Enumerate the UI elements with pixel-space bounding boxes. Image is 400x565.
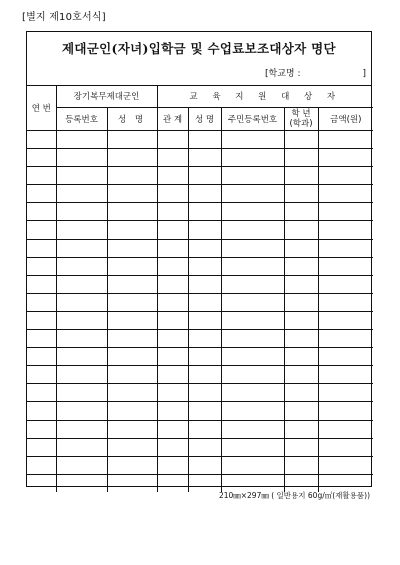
form-title: 제대군인(자녀)입학금 및 수업료보조대상자 명단: [62, 41, 336, 56]
serial-cell[interactable]: [27, 330, 56, 348]
grade-cell[interactable]: [284, 384, 318, 402]
grade-cell[interactable]: [284, 275, 318, 293]
grade-cell[interactable]: [284, 149, 318, 167]
amount-cell[interactable]: [318, 293, 373, 311]
relation-cell[interactable]: [157, 384, 188, 402]
registration-number-cell[interactable]: [56, 149, 107, 167]
grade-cell[interactable]: [284, 203, 318, 221]
serial-cell[interactable]: [27, 257, 56, 275]
veteran-name-cell[interactable]: [107, 203, 157, 221]
form-number-label: [별지 제10호서식]: [22, 12, 106, 23]
serial-cell[interactable]: [27, 366, 56, 384]
veteran-name-cell[interactable]: [107, 185, 157, 203]
grade-cell[interactable]: [284, 366, 318, 384]
veteran-name-cell[interactable]: [107, 438, 157, 456]
header-veteran-group: 장기복무제대군인: [56, 85, 157, 108]
amount-cell[interactable]: [318, 203, 373, 221]
student-name-cell[interactable]: [188, 402, 221, 420]
resident-number-cell[interactable]: [221, 293, 284, 311]
relation-cell[interactable]: [157, 239, 188, 257]
veteran-name-cell[interactable]: [107, 293, 157, 311]
table-row: [27, 131, 373, 149]
header-amount: 금액(원): [318, 108, 373, 131]
relation-cell[interactable]: [157, 293, 188, 311]
resident-number-cell[interactable]: [221, 221, 284, 239]
resident-number-cell[interactable]: [221, 239, 284, 257]
registration-number-cell[interactable]: [56, 384, 107, 402]
table-row: [27, 311, 373, 329]
amount-cell[interactable]: [318, 348, 373, 366]
school-name-label: [학교명 :: [264, 69, 301, 79]
veteran-name-cell[interactable]: [107, 402, 157, 420]
student-name-cell[interactable]: [188, 185, 221, 203]
registration-number-cell[interactable]: [56, 330, 107, 348]
relation-cell[interactable]: [157, 311, 188, 329]
relation-cell[interactable]: [157, 167, 188, 185]
amount-cell[interactable]: [318, 456, 373, 474]
registration-number-cell[interactable]: [56, 221, 107, 239]
header-serial: 연 번: [27, 85, 56, 131]
relation-cell[interactable]: [157, 131, 188, 149]
serial-cell[interactable]: [27, 456, 56, 474]
student-name-cell[interactable]: [188, 330, 221, 348]
beneficiary-table: [27, 85, 373, 492]
header-grade: 학 년 (학과): [284, 108, 318, 131]
amount-cell[interactable]: [318, 167, 373, 185]
veteran-name-cell[interactable]: [107, 257, 157, 275]
table-row: [27, 348, 373, 366]
table-row: [27, 167, 373, 185]
serial-cell[interactable]: [27, 420, 56, 438]
grade-cell[interactable]: [284, 257, 318, 275]
grade-cell[interactable]: [284, 239, 318, 257]
relation-cell[interactable]: [157, 275, 188, 293]
veteran-name-cell[interactable]: [107, 420, 157, 438]
resident-number-cell[interactable]: [221, 185, 284, 203]
registration-number-cell[interactable]: [56, 474, 107, 492]
serial-cell[interactable]: [27, 221, 56, 239]
resident-number-cell[interactable]: [221, 330, 284, 348]
amount-cell[interactable]: [318, 239, 373, 257]
serial-cell[interactable]: [27, 348, 56, 366]
table-row: [27, 239, 373, 257]
serial-cell[interactable]: [27, 275, 56, 293]
amount-cell[interactable]: [318, 185, 373, 203]
serial-cell[interactable]: [27, 149, 56, 167]
table-row: [27, 384, 373, 402]
relation-cell[interactable]: [157, 366, 188, 384]
registration-number-cell[interactable]: [56, 348, 107, 366]
registration-number-cell[interactable]: [56, 420, 107, 438]
grade-cell[interactable]: [284, 167, 318, 185]
grade-cell[interactable]: [284, 348, 318, 366]
table-row: [27, 420, 373, 438]
registration-number-cell[interactable]: [56, 131, 107, 149]
grade-cell[interactable]: [284, 438, 318, 456]
student-name-cell[interactable]: [188, 311, 221, 329]
serial-cell[interactable]: [27, 167, 56, 185]
header-row-columns: [27, 108, 373, 131]
table-row: [27, 185, 373, 203]
resident-number-cell[interactable]: [221, 384, 284, 402]
veteran-name-cell[interactable]: [107, 474, 157, 492]
header-veteran-name: 성 명: [107, 108, 157, 131]
resident-number-cell[interactable]: [221, 167, 284, 185]
student-name-cell[interactable]: [188, 203, 221, 221]
school-name-field[interactable]: [265, 66, 366, 79]
table-row: [27, 203, 373, 221]
amount-cell[interactable]: [318, 402, 373, 420]
grade-cell[interactable]: [284, 330, 318, 348]
table-row: [27, 456, 373, 474]
relation-cell[interactable]: [157, 420, 188, 438]
registration-number-cell[interactable]: [56, 203, 107, 221]
school-name-bracket: ]: [362, 69, 366, 79]
title-area: [27, 32, 371, 86]
registration-number-cell[interactable]: [56, 311, 107, 329]
relation-cell[interactable]: [157, 456, 188, 474]
table-row: [27, 330, 373, 348]
serial-cell[interactable]: [27, 384, 56, 402]
amount-cell[interactable]: [318, 221, 373, 239]
veteran-name-cell[interactable]: [107, 348, 157, 366]
registration-number-cell[interactable]: [56, 257, 107, 275]
resident-number-cell[interactable]: [221, 257, 284, 275]
veteran-name-cell[interactable]: [107, 131, 157, 149]
table-row: [27, 366, 373, 384]
grade-cell[interactable]: [284, 221, 318, 239]
student-name-cell[interactable]: [188, 366, 221, 384]
veteran-name-cell[interactable]: [107, 149, 157, 167]
amount-cell[interactable]: [318, 330, 373, 348]
resident-number-cell[interactable]: [221, 203, 284, 221]
registration-number-cell[interactable]: [56, 402, 107, 420]
registration-number-cell[interactable]: [56, 456, 107, 474]
serial-cell[interactable]: [27, 203, 56, 221]
student-name-cell[interactable]: [188, 131, 221, 149]
resident-number-cell[interactable]: [221, 456, 284, 474]
registration-number-cell[interactable]: [56, 438, 107, 456]
resident-number-cell[interactable]: [221, 438, 284, 456]
grade-cell[interactable]: [284, 402, 318, 420]
veteran-name-cell[interactable]: [107, 311, 157, 329]
table-row: [27, 257, 373, 275]
serial-cell[interactable]: [27, 438, 56, 456]
relation-cell[interactable]: [157, 402, 188, 420]
veteran-name-cell[interactable]: [107, 366, 157, 384]
header-registration-number: 등록번호: [56, 108, 107, 131]
serial-cell[interactable]: [27, 185, 56, 203]
registration-number-cell[interactable]: [56, 366, 107, 384]
header-relation: 관 계: [157, 108, 188, 131]
paper-spec-footer: 210㎜×297㎜ ( 일반용지 60g/㎡(재활용품)): [218, 491, 370, 500]
student-name-cell[interactable]: [188, 474, 221, 492]
student-name-cell[interactable]: [188, 221, 221, 239]
relation-cell[interactable]: [157, 185, 188, 203]
grade-cell[interactable]: [284, 131, 318, 149]
grade-cell[interactable]: [284, 420, 318, 438]
student-name-cell[interactable]: [188, 438, 221, 456]
resident-number-cell[interactable]: [221, 402, 284, 420]
resident-number-cell[interactable]: [221, 311, 284, 329]
relation-cell[interactable]: [157, 149, 188, 167]
table-row: [27, 402, 373, 420]
grade-cell[interactable]: [284, 185, 318, 203]
veteran-name-cell[interactable]: [107, 275, 157, 293]
amount-cell[interactable]: [318, 438, 373, 456]
amount-cell[interactable]: [318, 131, 373, 149]
student-name-cell[interactable]: [188, 348, 221, 366]
registration-number-cell[interactable]: [56, 293, 107, 311]
veteran-name-cell[interactable]: [107, 221, 157, 239]
amount-cell[interactable]: [318, 275, 373, 293]
header-row-group: [27, 85, 373, 108]
grade-cell[interactable]: [284, 293, 318, 311]
amount-cell[interactable]: [318, 366, 373, 384]
registration-number-cell[interactable]: [56, 185, 107, 203]
header-student-group: 교 육 지 원 대 상 자: [157, 85, 373, 108]
student-name-cell[interactable]: [188, 257, 221, 275]
amount-cell[interactable]: [318, 420, 373, 438]
table-row: [27, 438, 373, 456]
veteran-name-cell[interactable]: [107, 330, 157, 348]
student-name-cell[interactable]: [188, 149, 221, 167]
header-resident-number: 주민등록번호: [221, 108, 284, 131]
table-row: [27, 275, 373, 293]
resident-number-cell[interactable]: [221, 149, 284, 167]
relation-cell[interactable]: [157, 438, 188, 456]
veteran-name-cell[interactable]: [107, 167, 157, 185]
resident-number-cell[interactable]: [221, 275, 284, 293]
veteran-name-cell[interactable]: [107, 239, 157, 257]
student-name-cell[interactable]: [188, 239, 221, 257]
student-name-cell[interactable]: [188, 275, 221, 293]
serial-cell[interactable]: [27, 402, 56, 420]
student-name-cell[interactable]: [188, 167, 221, 185]
relation-cell[interactable]: [157, 221, 188, 239]
relation-cell[interactable]: [157, 203, 188, 221]
resident-number-cell[interactable]: [221, 348, 284, 366]
serial-cell[interactable]: [27, 131, 56, 149]
serial-cell[interactable]: [27, 293, 56, 311]
table-row: [27, 149, 373, 167]
serial-cell[interactable]: [27, 311, 56, 329]
registration-number-cell[interactable]: [56, 275, 107, 293]
header-student-name: 성 명: [188, 108, 221, 131]
veteran-name-cell[interactable]: [107, 384, 157, 402]
relation-cell[interactable]: [157, 348, 188, 366]
registration-number-cell[interactable]: [56, 239, 107, 257]
amount-cell[interactable]: [318, 384, 373, 402]
grade-cell[interactable]: [284, 311, 318, 329]
student-name-cell[interactable]: [188, 384, 221, 402]
registration-number-cell[interactable]: [56, 167, 107, 185]
grade-cell[interactable]: [284, 456, 318, 474]
serial-cell[interactable]: [27, 239, 56, 257]
resident-number-cell[interactable]: [221, 366, 284, 384]
table-row: [27, 221, 373, 239]
student-name-cell[interactable]: [188, 456, 221, 474]
relation-cell[interactable]: [157, 257, 188, 275]
student-name-cell[interactable]: [188, 420, 221, 438]
table-row: [27, 293, 373, 311]
veteran-name-cell[interactable]: [107, 456, 157, 474]
resident-number-cell[interactable]: [221, 131, 284, 149]
amount-cell[interactable]: [318, 311, 373, 329]
amount-cell[interactable]: [318, 149, 373, 167]
relation-cell[interactable]: [157, 330, 188, 348]
relation-cell[interactable]: [157, 474, 188, 492]
student-name-cell[interactable]: [188, 293, 221, 311]
resident-number-cell[interactable]: [221, 420, 284, 438]
form-sheet: [26, 31, 372, 487]
serial-cell[interactable]: [27, 474, 56, 492]
amount-cell[interactable]: [318, 257, 373, 275]
